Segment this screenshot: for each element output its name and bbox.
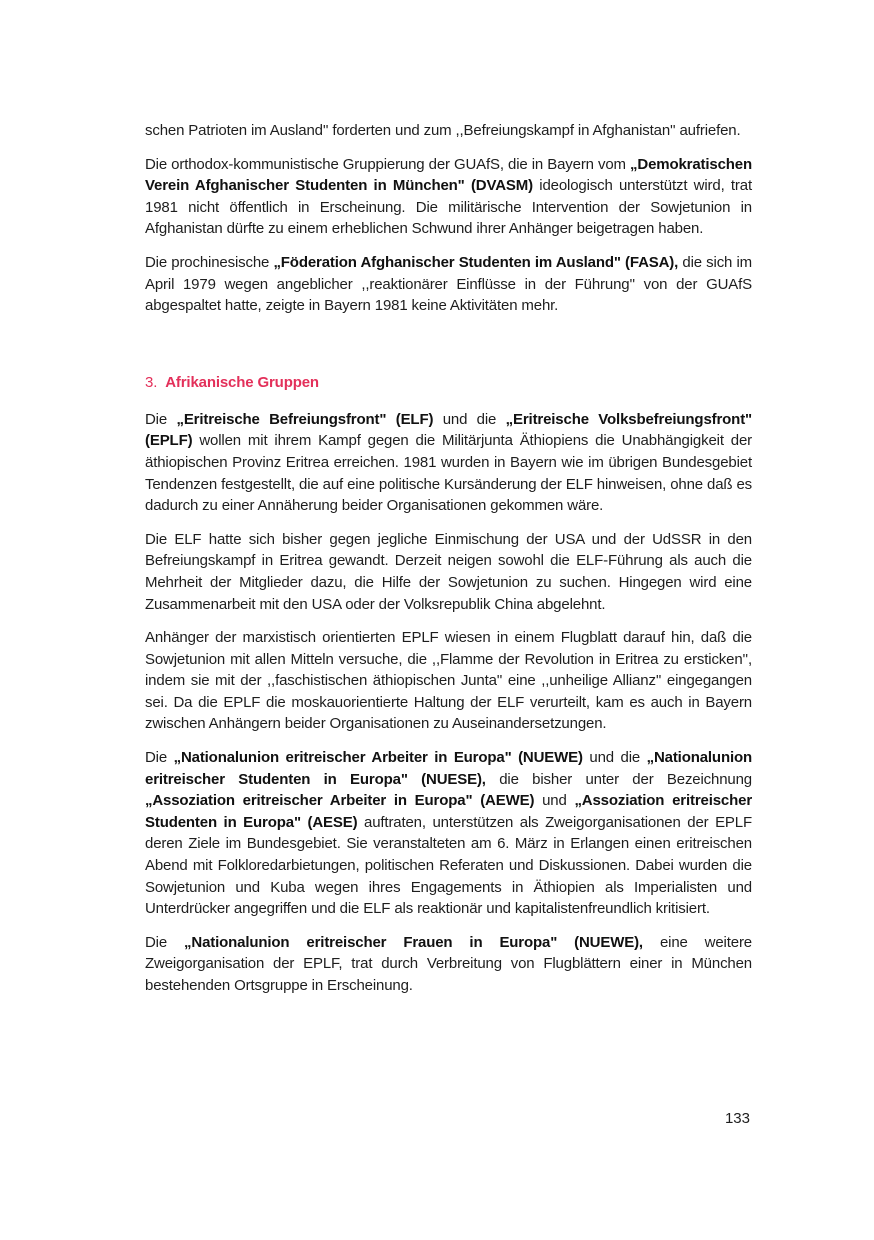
- intro-paragraphs: [145, 120, 752, 317]
- organization-name: „Eritreische Befreiungsfront" (ELF): [176, 410, 434, 428]
- page-number: 133: [724, 1110, 750, 1127]
- section-title: Afrikanische Gruppen: [165, 373, 319, 391]
- paragraph: [145, 932, 752, 997]
- section-number: 3.: [145, 373, 158, 391]
- text-segment: auftraten, unterstützen als Zweigorganisationen der EPLF deren Ziele im Bundesgebiet. Sie veranstalteten am 6. März in Erlangen einen eritreischen Abend mit Folkloredarbietungen, politischen Referaten und Diskussionen. Dabei wurden die Sowjetunion und Kuba wegen ihres Engagements in Äthiopien als Imperialisten und Unterdrücker angegriffen und die ELF als reaktionär und kapitalistenfreundlich kritisiert.: [145, 813, 752, 918]
- paragraph: [145, 627, 752, 735]
- text-segment: eine weitere Zweigorganisation der EPLF, trat durch Verbreitung von Flugblättern einer in München bestehenden Ortsgruppe in Erscheinung.: [145, 933, 752, 994]
- text-segment: Anhänger der marxistisch orientierten EPLF wiesen in einem Flugblatt darauf hin, daß die Sowjetunion mit allen Mitteln versuche, die ,,Flamme der Revolution in Eritrea zu ersticken'', indem sie mit der ,,faschistischen äthiopischen Junta'' eine ,,unheilige Allianz'' eingegangen sei. Da die EPLF die moskauorientierte Haltung der ELF verurteilt, kam es auch in Bayern zwischen Anhängern beider Organisationen zu Auseinandersetzungen.: [145, 629, 752, 733]
- organization-name: „Nationalunion eritreischer Frauen in Europa" (NUEWE),: [184, 933, 643, 951]
- organization-name: „Föderation Afghanischer Studenten im Ausland" (FASA),: [273, 253, 679, 271]
- section-heading: [145, 372, 752, 394]
- page-body: [145, 120, 752, 997]
- text-segment: ideologisch unterstützt wird, trat 1981 nicht öffentlich in Erscheinung. Die militärische Intervention der Sowjetunion in Afghanistan dürfte zu einem erheblichen Schwund ihrer Anhänger beigetragen haben.: [145, 177, 752, 238]
- organization-name: „Nationalunion eritreischer Arbeiter in Europa" (NUEWE): [173, 749, 583, 767]
- text-segment: Die: [145, 749, 174, 767]
- text-segment: Die: [145, 933, 185, 951]
- text-segment: Die prochinesische: [145, 253, 274, 271]
- text-segment: die bisher unter der Bezeichnung: [485, 770, 752, 788]
- paragraph: [145, 409, 752, 517]
- text-segment: wollen mit ihrem Kampf gegen die Militärjunta Äthiopiens die Unabhängigkeit der äthiopischen Provinz Eritrea erreichen. 1981 wurden in Bayern wie im übrigen Bundesgebiet Tendenzen festgestellt, die auf eine politische Kursänderung der ELF hinweisen, ohne daß es dadurch zu einer Annäherung beider Organisationen gekommen wäre.: [145, 432, 752, 515]
- paragraph: [145, 120, 752, 142]
- text-segment: Die: [145, 410, 177, 428]
- text-segment: die sich im April 1979 wegen angeblicher ,,reaktionärer Einflüsse in der Führung'' von der GUAfS abgespaltet hatte, zeigte in Bayern 1981 keine Aktivitäten mehr.: [145, 253, 752, 315]
- text-segment: Die orthodox-kommunistische Gruppierung der GUAfS, die in Bayern vom: [145, 155, 631, 173]
- text-segment: Die ELF hatte sich bisher gegen jegliche Einmischung der USA und der UdSSR in den Befreiungskampf in Eritrea gewandt. Derzeit neigen sowohl die ELF-Führung als auch die Mehrheit der Mitglieder dazu, die Hilfe der Sowjetunion zu suchen. Hingegen wird eine Zusammenarbeit mit den USA oder der Volksrepublik China abgelehnt.: [145, 530, 752, 613]
- organization-name: „Eritreische Volksbefreiungsfront" (EPLF): [145, 410, 752, 450]
- paragraph: [145, 747, 752, 920]
- paragraph: [145, 252, 752, 317]
- text-segment: schen Patrioten im Ausland'' forderten und zum ,,Befreiungskampf in Afghanistan'' aufriefen.: [145, 122, 741, 139]
- paragraph: [145, 154, 752, 240]
- organization-name: „Assoziation eritreischer Arbeiter in Europa" (AEWE): [145, 792, 535, 810]
- organization-name: „Nationalunion eritreischer Studenten in Europa" (NUESE),: [145, 749, 752, 788]
- text-segment: und: [534, 792, 575, 810]
- organization-name: „Demokratischen Verein Afghanischer Studenten in München" (DVASM): [145, 155, 752, 195]
- organization-name: „Assoziation eritreischer Studenten in Europa" (AESE): [145, 792, 753, 831]
- text-segment: und die: [433, 410, 506, 428]
- text-segment: und die: [582, 749, 647, 767]
- paragraph: [145, 529, 752, 615]
- section-paragraphs: [145, 409, 752, 997]
